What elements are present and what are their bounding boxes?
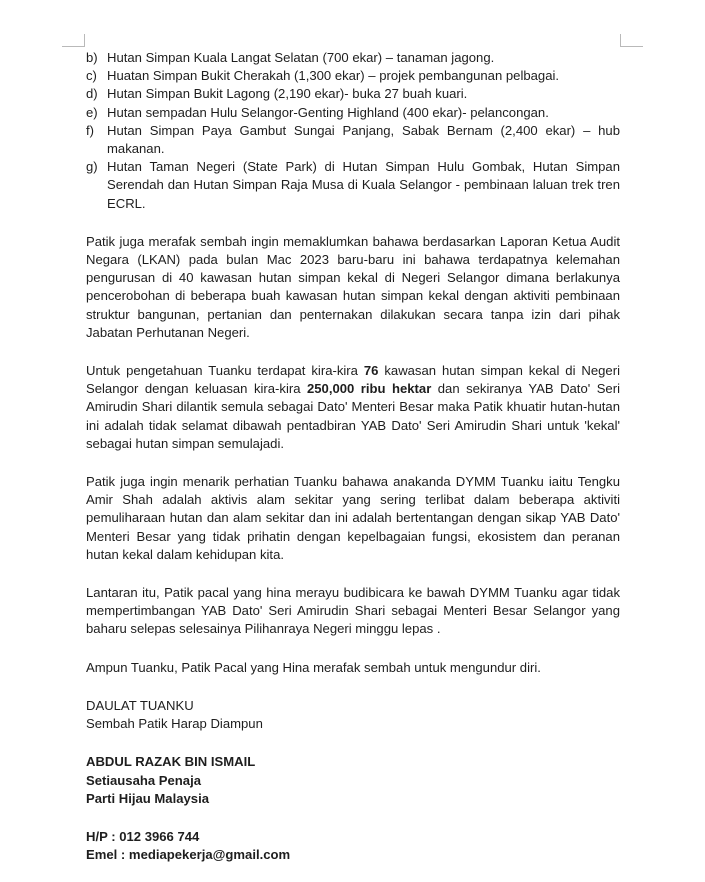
margin-corner-mark-right [620, 34, 643, 47]
closing-salutation: DAULAT TUANKU [86, 697, 194, 713]
list-item: c) Huatan Simpan Bukit Cherakah (1,300 ekar) – projek pembangunan pelbagai. [86, 68, 560, 84]
list-item: g) Hutan Taman Negeri (State Park) di Hutan Simpan Hulu Gombak, Hutan Simpan Serendah dan Hutan Simpan Raja Musa di Kuala Selangor - pembinaan laluan trek tren ECRL. [86, 159, 620, 211]
paragraph-tengku-amir: Patik juga ingin menarik perhatian Tuanku bahawa anakanda DYMM Tuanku iaitu Tengku Amir Shah adalah aktivis alam sekitar yang sering terlibat dalam beberapa aktiviti pemuliharaan hutan dan alam sekitar dan ini adalah bertentangan dengan sikap YAB Dato' Menteri Besar yang tidak prihatin dengan kepelbagaian fungsi, ekosistem dan peranan hutan kekal dalam kehidupan kita. [86, 474, 620, 562]
signatory-title: Setiausaha Penaja [86, 772, 201, 788]
closing-remark: Sembah Patik Harap Diampun [86, 716, 263, 732]
list-item: e) Hutan sempadan Hulu Selangor-Genting Highland (400 ekar)- pelancongan. [86, 104, 549, 120]
list-item: b) Hutan Simpan Kuala Langat Selatan (700 ekar) – tanaman jagong. [86, 50, 495, 65]
paragraph-farewell: Ampun Tuanku, Patik Pacal yang Hina merafak sembah untuk mengundur diri. [86, 659, 541, 675]
contact-phone: H/P : 012 3966 744 [86, 828, 200, 844]
list-item: f) Hutan Simpan Paya Gambut Sungai Panjang, Sabak Bernam (2,400 ekar) – hub makanan. [86, 122, 620, 157]
signatory-organisation: Parti Hijau Malaysia [86, 790, 209, 806]
forest-reserve-list [86, 49, 620, 213]
paragraph-lkan-report: Patik juga merafak sembah ingin memaklumkan bahawa berdasarkan Laporan Ketua Audit Negara (LKAN) pada bulan Mac 2023 baru-baru ini bahawa terdapatnya kelemahan pengurusan di 40 kawasan hutan simpan kekal di Negeri Selangor dimana berlakunya pencerobohan di beberapa buah kawasan hutan simpan kekal dengan aktiviti pembinaan struktur bangunan, pertanian dan penternakan dilakukan secara tanpa izin dari pihak Jabatan Perhutanan Negeri. [86, 233, 620, 340]
letter-body [86, 49, 620, 864]
signatory-name: ABDUL RAZAK BIN ISMAIL [86, 754, 256, 770]
closing-block [86, 697, 620, 733]
list-item: d) Hutan Simpan Bukit Lagong (2,190 ekar)- buka 27 buah kuari. [86, 86, 468, 102]
signature-block [86, 753, 620, 808]
paragraph-appeal: Lantaran itu, Patik pacal yang hina merayu budibicara ke bawah DYMM Tuanku agar tidak mempertimbangan YAB Dato' Seri Amirudin Shari sebagai Menteri Besar Selangor yang baharu selepas selesainya Pilihanraya Negeri minggu lepas . [86, 585, 620, 637]
margin-corner-mark-left [62, 34, 85, 47]
contact-email: Emel : mediapekerja@gmail.com [86, 847, 291, 863]
paragraph-forest-count: Untuk pengetahuan Tuanku terdapat kira-kira 76 kawasan hutan simpan kekal di Negeri Selangor dengan keluasan kira-kira 250,000 ribu hektar dan sekiranya YAB Dato' Seri Amirudin Shari dilantik semula sebagai Dato' Menteri Besar maka Patik khuatir hutan-hutan ini adalah tidak selamat dibawah pentadbiran YAB Dato' Seri Amirudin Shari untuk 'kekal' sebagai hutan simpan semulajadi. [86, 363, 620, 451]
contact-block [86, 828, 620, 864]
